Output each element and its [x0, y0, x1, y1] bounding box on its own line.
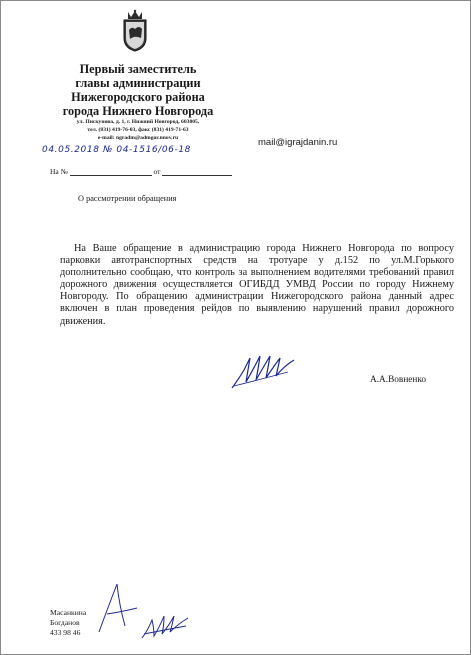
- sender-title-line-1: Первый заместитель: [79, 62, 197, 76]
- executor-phone: 433 98 46: [50, 628, 81, 637]
- reference-number-blank: [70, 167, 152, 176]
- letter-subject: О рассмотрении обращения: [78, 194, 177, 203]
- executor-name-1: Масанкина: [50, 608, 87, 617]
- registration-handwritten: 04.05.2018 № 04-1516/06-18: [42, 145, 192, 155]
- executors-block: [50, 608, 86, 638]
- official-signature: [228, 350, 300, 392]
- signer-name: А.А.Вовненко: [370, 375, 427, 385]
- executor-name-2: Богданов: [50, 618, 80, 627]
- sender-title-line-3: Нижегородского района: [71, 90, 205, 104]
- reference-date-blank: [162, 167, 232, 176]
- executor-signature-2: [140, 610, 192, 642]
- city-coat-of-arms-icon: [118, 8, 152, 52]
- sender-address: ул. Пискунова, д. 1, г. Нижний Новгород, 603005,: [76, 119, 200, 125]
- sender-title-line-2: главы администрации: [75, 76, 201, 90]
- letter-body: На Ваше обращение в администрацию города Нижнего Новгорода по вопросу парковки автотранспортных средств на тротуаре у д.152 по ул.М.Горького дополнительно сообщаю, что контроль за выполнением водителями требований правил дорожного движения осуществляется ОГИБДД УМВД России по городу Нижнему Новгороду. По обращению администрации Нижегородского района данный адрес включен в план проведения рейдов по выявлению нарушений правил дорожного движения.: [60, 243, 454, 327]
- recipient-email: mail@igrajdanin.ru: [258, 137, 338, 148]
- sender-email: e-mail: ngradm@admgor.nnov.ru: [97, 135, 179, 141]
- reference-number-line: [50, 167, 232, 176]
- reference-date-prefix: от: [153, 167, 161, 176]
- executor-signature-1: [95, 580, 140, 635]
- sender-title-line-4: города Нижнего Новгорода: [62, 104, 214, 118]
- sender-phone-fax: тел. (831) 419-76-03, факс (831) 419-71-63: [87, 127, 189, 133]
- reference-number-prefix: На №: [50, 167, 68, 176]
